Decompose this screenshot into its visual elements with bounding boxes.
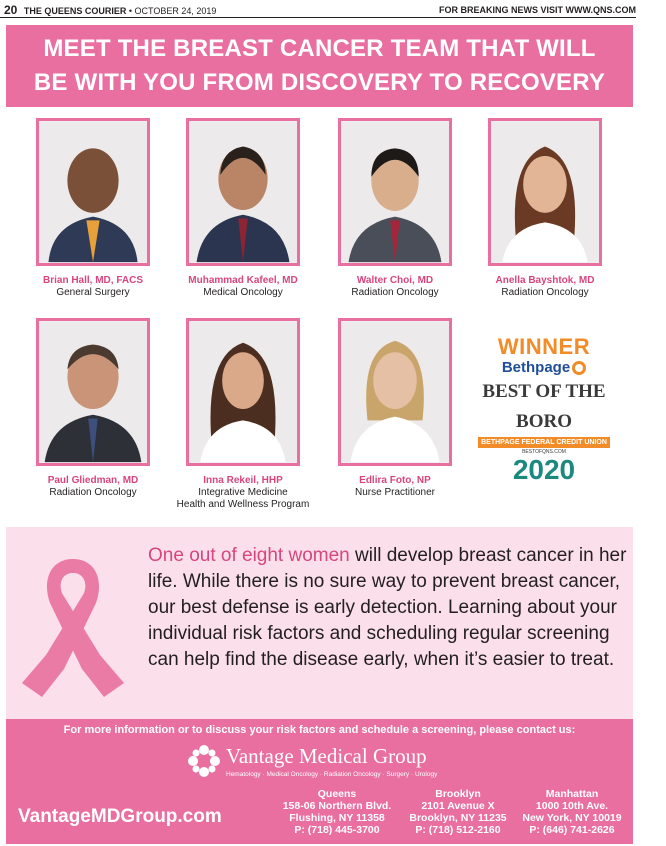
doctor-name: Edlira Foto, NP: [359, 475, 431, 486]
doctor-photo: [338, 118, 452, 266]
award-banner: BETHPAGE FEDERAL CREDIT UNION: [478, 437, 610, 448]
award-sponsor-name: Bethpage: [501, 359, 571, 376]
doctor-specialty: Nurse Practitioner: [354, 487, 436, 498]
folio-left: [4, 3, 216, 17]
person-silhouette-icon: [491, 121, 599, 263]
award-winner-label: WINNER: [497, 334, 591, 359]
folio-bar: [4, 3, 636, 17]
award-title: BEST OF THE BORO: [482, 381, 606, 432]
location-citystate: Brooklyn, NY 11235: [409, 812, 507, 824]
location-street: 1000 10th Ave.: [535, 800, 609, 812]
vantage-logo: [186, 743, 486, 783]
pink-ribbon-icon: [20, 551, 126, 701]
location-street: 158-06 Northern Blvd.: [282, 800, 392, 812]
headline-line-2: BE WITH YOU FROM DISCOVERY TO RECOVERY: [33, 69, 606, 96]
doctor-name: Inna Rekeil, HHP: [203, 475, 283, 486]
person-silhouette-icon: [39, 321, 147, 463]
folio-right-text: FOR BREAKING NEWS VISIT WWW.QNS.COM: [439, 5, 636, 15]
doctor-card: [470, 118, 620, 299]
doctor-photo: [36, 318, 150, 466]
location-city: Manhattan: [545, 788, 599, 800]
headline-line-1: MEET THE BREAST CANCER TEAM THAT WILL: [43, 35, 596, 62]
location-manhattan: [514, 788, 630, 836]
doctor-photo: [186, 318, 300, 466]
location-street: 2101 Avenue X: [421, 800, 495, 812]
info-paragraph: [148, 543, 628, 673]
doctor-photo: [186, 118, 300, 266]
doctor-name: Anella Bayshtok, MD: [495, 275, 595, 286]
doctor-name: Muhammad Kafeel, MD: [188, 275, 298, 286]
doctor-card: [320, 318, 470, 499]
doctor-photo: [36, 118, 150, 266]
info-panel: [6, 527, 633, 719]
doctor-specialty: Radiation Oncology: [49, 487, 137, 498]
doctor-specialty: Radiation Oncology: [501, 287, 589, 298]
doctor-card: [168, 318, 318, 511]
best-of-boro-award: [460, 334, 628, 485]
doctor-card: [18, 118, 168, 299]
doctor-specialty: Radiation Oncology: [351, 287, 439, 298]
award-sponsor: [460, 359, 628, 377]
contact-footer: [6, 719, 633, 844]
doctor-specialty: Medical Oncology: [203, 287, 283, 298]
page-number: 20: [4, 3, 18, 17]
brand-name: Vantage Medical Group: [226, 744, 427, 768]
location-phone[interactable]: P: (718) 445-3700: [294, 824, 380, 836]
person-silhouette-icon: [189, 321, 297, 463]
person-silhouette-icon: [39, 121, 147, 263]
doctor-name: Brian Hall, MD, FACS: [42, 275, 143, 286]
location-queens: [272, 788, 402, 836]
services-list: Hematology · Medical Oncology · Radiation Oncology · Surgery · Urology: [226, 771, 438, 778]
location-citystate: Flushing, NY 11358: [289, 812, 385, 824]
location-city: Queens: [317, 788, 357, 800]
award-year: 2020: [512, 454, 576, 485]
location-brooklyn: [396, 788, 520, 836]
issue-date: • OCTOBER 24, 2019: [128, 6, 217, 16]
location-citystate: New York, NY 10019: [522, 812, 622, 824]
flower-logo-icon: [186, 743, 222, 779]
doctor-photo: [338, 318, 452, 466]
person-silhouette-icon: [341, 121, 449, 263]
publication-name: THE QUEENS COURIER: [23, 6, 127, 16]
bethpage-logo-icon: [572, 361, 586, 375]
doctor-specialty: General Surgery: [56, 287, 130, 298]
folio-rule: [0, 17, 636, 18]
doctor-specialty: Integrative Medicine: [198, 487, 288, 498]
doctor-card: [168, 118, 318, 299]
website-link[interactable]: VantageMDGroup.com: [18, 806, 222, 827]
doctor-specialty-line-2: Health and Wellness Program: [176, 499, 310, 510]
location-phone[interactable]: P: (718) 512-2160: [415, 824, 501, 836]
person-silhouette-icon: [341, 321, 449, 463]
contact-line: For more information or to discuss your risk factors and schedule a screening, please contact us:: [63, 724, 576, 736]
location-phone[interactable]: P: (646) 741-2626: [529, 824, 615, 836]
info-body: will develop breast cancer in her life. While there is no sure way to prevent breast cancer, our best defense is early detection. Learning about your individual risk factors and scheduling regular screening can help find the disease early, when it’s easier to treat.: [148, 545, 627, 670]
doctor-name: Paul Gliedman, MD: [47, 475, 139, 486]
person-silhouette-icon: [189, 121, 297, 263]
award-site: BESTOFQNS.COM: [522, 449, 566, 455]
doctor-name: Walter Choi, MD: [356, 275, 434, 286]
doctor-card: [18, 318, 168, 499]
headline-banner: [6, 25, 633, 107]
doctor-photo: [488, 118, 602, 266]
doctor-card: [320, 118, 470, 299]
info-highlight: One out of eight women: [148, 545, 350, 566]
location-city: Brooklyn: [435, 788, 481, 800]
